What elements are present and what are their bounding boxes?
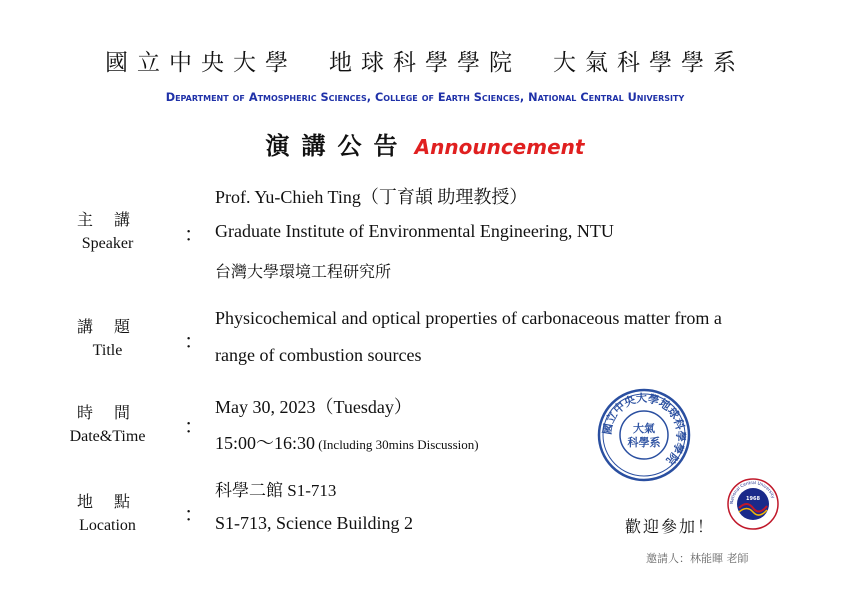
event-time	[215, 429, 479, 455]
time-label-zh: 時 間	[76, 403, 139, 422]
location-colon: ：	[184, 504, 204, 526]
speaker-label-zh: 主 講	[76, 210, 139, 229]
announcement-en: Announcement	[414, 135, 585, 159]
welcome-message: 歡迎參加！	[625, 517, 716, 536]
university-emblem-icon	[727, 478, 779, 530]
announcement-heading	[0, 126, 850, 161]
speaker-label-en: Speaker	[81, 235, 134, 252]
location-en: S1-713, Science Building 2	[215, 513, 413, 533]
time-label-en: Date&Time	[69, 428, 146, 445]
talk-title-line1: Physicochemical and optical properties of carbonaceous matter from a	[215, 308, 722, 328]
speaker-affiliation-zh: 台灣大學環境工程研究所	[215, 262, 392, 281]
announcement-zh: 演講公告	[265, 132, 410, 160]
speaker-colon: ：	[184, 224, 204, 246]
title-label-en: Title	[92, 342, 123, 359]
title-label	[40, 315, 175, 363]
event-time-range: 15:00～16:30	[215, 433, 316, 453]
seal-ring-text: 國立中央大學地球科學學院	[600, 391, 688, 467]
event-time-note: (Including 30mins Discussion)	[315, 437, 479, 452]
time-colon: ：	[184, 416, 204, 438]
title-label-zh: 講 題	[76, 317, 139, 336]
emblem-ring-text: National Central University	[728, 479, 776, 505]
event-date: May 30, 2023（Tuesday）	[215, 397, 412, 417]
emblem-year: 1968	[746, 496, 760, 502]
location-label-zh: 地 點	[76, 492, 139, 511]
speaker-name: Prof. Yu-Chieh Ting（丁育頡 助理教授）	[215, 187, 528, 207]
time-label	[40, 401, 175, 449]
speaker-affiliation-en: Graduate Institute of Environmental Engineering, NTU	[215, 221, 614, 241]
department-seal-icon	[597, 388, 691, 482]
university-title: 國立中央大學 地球科學學院 大氣科學學系	[105, 50, 745, 76]
location-label	[40, 490, 175, 538]
location-zh: 科學二館 S1-713	[215, 481, 337, 500]
speaker-label	[40, 208, 175, 256]
seal-center-line2: 科學系	[627, 436, 661, 449]
location-label-en: Location	[79, 517, 136, 534]
department-english-name: Department of Atmospheric Sciences, College of Earth Sciences, National Central University	[165, 91, 685, 104]
inviter-note: 邀請人：林能暉 老師	[646, 552, 749, 565]
seal-center-line1: 大氣	[633, 422, 655, 435]
talk-title-line2: range of combustion sources	[215, 345, 422, 365]
title-colon: ：	[184, 331, 204, 353]
